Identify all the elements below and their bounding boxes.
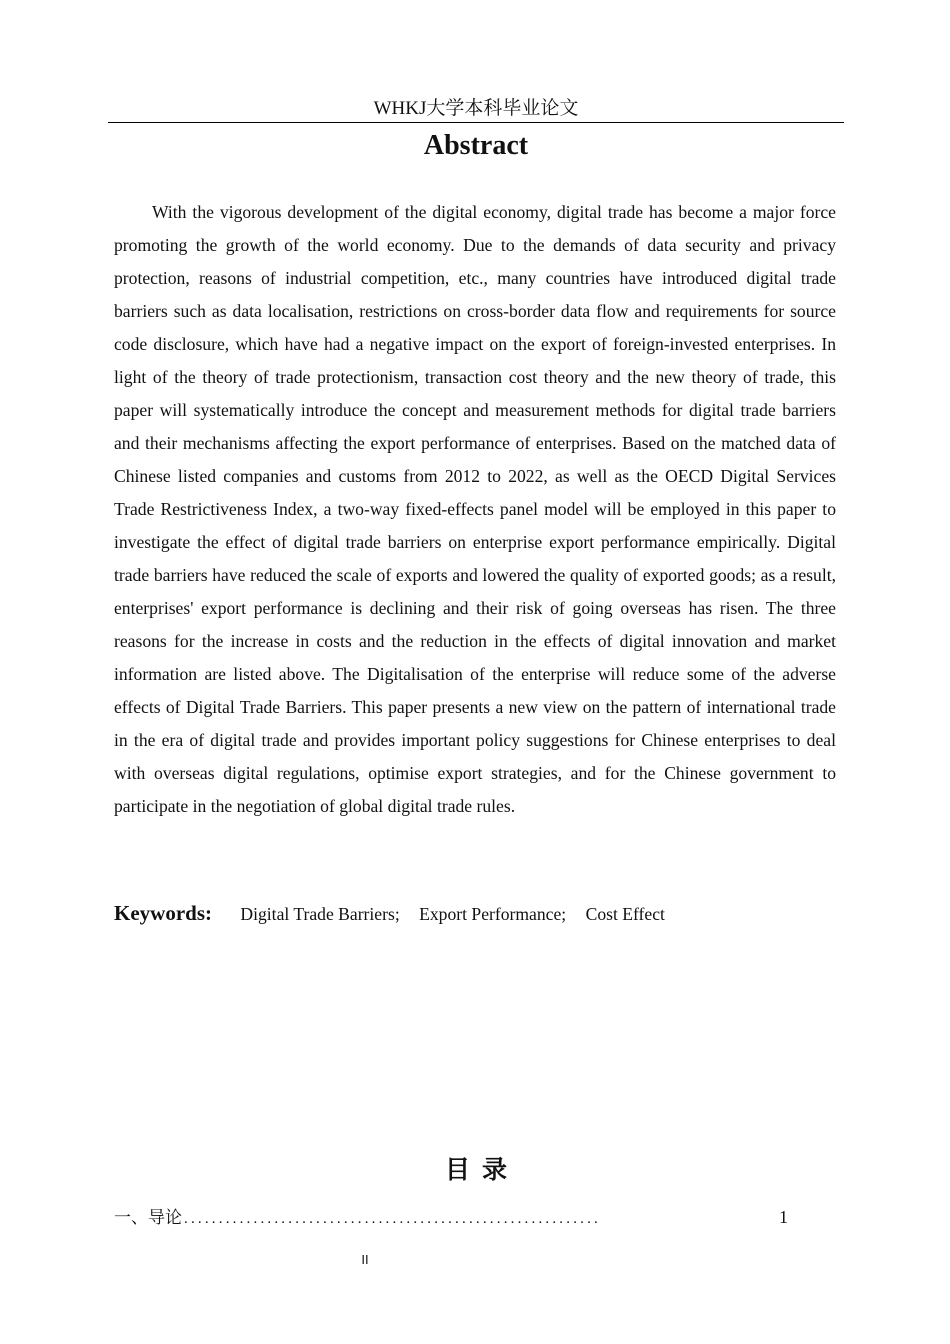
running-header (108, 96, 844, 122)
keyword-item: Cost Effect (585, 904, 665, 924)
toc-entry-page: 1 (779, 1207, 788, 1227)
keywords-label: Keywords: (114, 901, 212, 925)
header-rule (108, 122, 844, 123)
toc-entry-label: 一、导论 (114, 1208, 182, 1228)
header-title: 大学本科毕业论文 (426, 98, 579, 119)
toc-leader-dots: ............................................................ (184, 1211, 601, 1227)
keyword-item: Export Performance; (419, 904, 567, 924)
header-school: WHKJ (373, 98, 427, 119)
toc-entry[interactable] (114, 1203, 788, 1233)
page-number: II (361, 1252, 369, 1267)
abstract-title: Abstract (423, 130, 529, 161)
toc-title: 目录 (444, 1155, 519, 1184)
keywords-line (114, 897, 836, 931)
keyword-item: Digital Trade Barriers; (240, 904, 400, 924)
abstract-body: With the vigorous development of the digital economy, digital trade has become a major force promoting the growth of the world economy. Due to the demands of data security and privacy protection, reasons of industrial competition, etc., many countries have introduced digital trade barriers such as data localisation, restrictions on cross-border data flow and requirements for source code disclosure, which have had a negative impact on the export of foreign-invested enterprises. In light of the theory of trade protectionism, transaction cost theory and the new theory of trade, this paper will systematically introduce the concept and measurement methods for digital trade barriers and their mechanisms affecting the export performance of enterprises. Based on the matched data of Chinese listed companies and customs from 2012 to 2022, as well as the OECD Digital Services Trade Restrictiveness Index, a two-way fixed-effects panel model will be employed in this paper to investigate the effect of digital trade barriers on enterprise export performance empirically. Digital trade barriers have reduced the scale of exports and lowered the quality of exported goods; as a result, enterprises' export performance is declining and their risk of going overseas has risen. The three reasons for the increase in costs and the reduction in the effects of digital innovation and market information are listed above. The Digitalisation of the enterprise will reduce some of the adverse effects of Digital Trade Barriers. This paper presents a new view on the pattern of international trade in the era of digital trade and provides important policy suggestions for Chinese enterprises to deal with overseas digital regulations, optimise export strategies, and for the Chinese government to participate in the negotiation of global digital trade rules. (114, 202, 836, 816)
